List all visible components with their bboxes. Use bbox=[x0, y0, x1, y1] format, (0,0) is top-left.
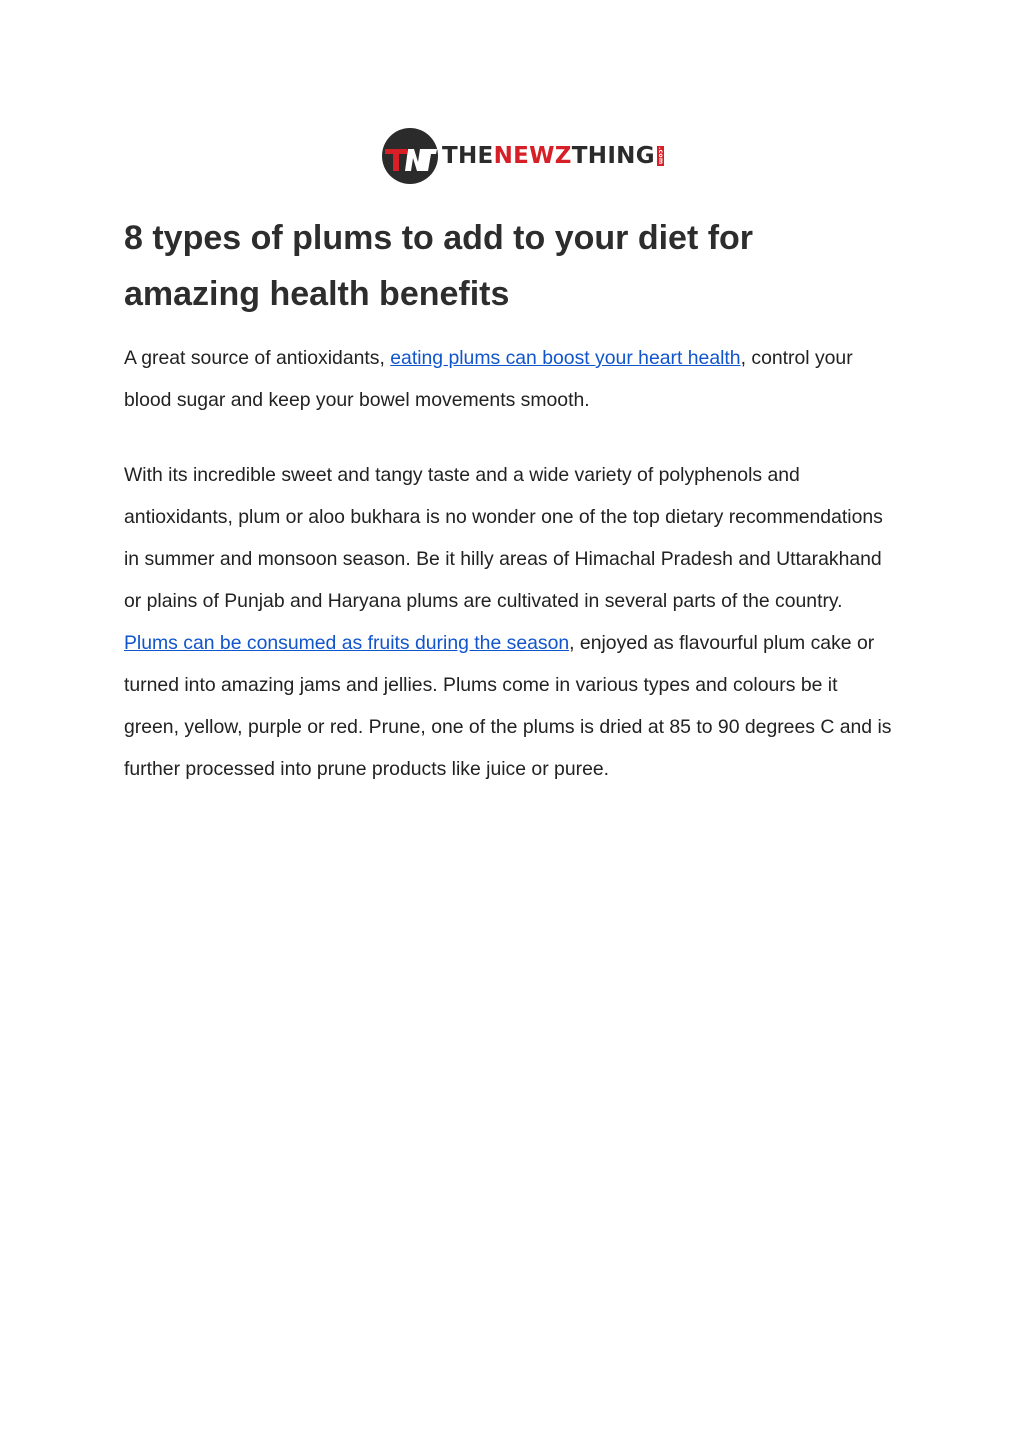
logo-mark-icon bbox=[381, 127, 439, 185]
logo-word-the: THE bbox=[442, 142, 494, 169]
logo-word-com: .com bbox=[656, 147, 664, 165]
site-logo[interactable] bbox=[381, 126, 664, 186]
fruits-season-link[interactable]: Plums can be consumed as fruits during the season bbox=[124, 632, 570, 654]
paragraph-text: , control your blood sugar and keep your bowel movements smooth. bbox=[124, 347, 853, 411]
paragraph-text: , enjoyed as flavourful plum cake or turned into amazing jams and jellies. Plums come in various types and colours be it green, yellow, purple or red. Prune, one of the plums is dried at 85 to 90 degrees C and is further processed into prune products like juice or puree. bbox=[124, 632, 892, 780]
paragraph-text: A great source of antioxidants, bbox=[124, 347, 391, 369]
paragraph-text: With its incredible sweet and tangy taste and a wide variety of polyphenols and antioxidants, plum or aloo bukhara is no wonder one of the top dietary recommendations in summer and monsoon season. Be it hilly areas of Himachal Pradesh and Uttarakhand or plains of Punjab and Haryana plums are cultivated in several parts of the country. bbox=[124, 464, 883, 612]
logo-word-newz: NEWZ bbox=[493, 142, 572, 169]
logo-wordmark bbox=[442, 142, 664, 169]
article-paragraph-body bbox=[124, 454, 894, 790]
heart-health-link[interactable]: eating plums can boost your heart health bbox=[390, 347, 741, 369]
logo-word-thing: THING bbox=[571, 142, 655, 169]
article-title: 8 types of plums to add to your diet for amazing health benefits bbox=[124, 219, 754, 313]
article-paragraph-intro bbox=[124, 337, 894, 421]
